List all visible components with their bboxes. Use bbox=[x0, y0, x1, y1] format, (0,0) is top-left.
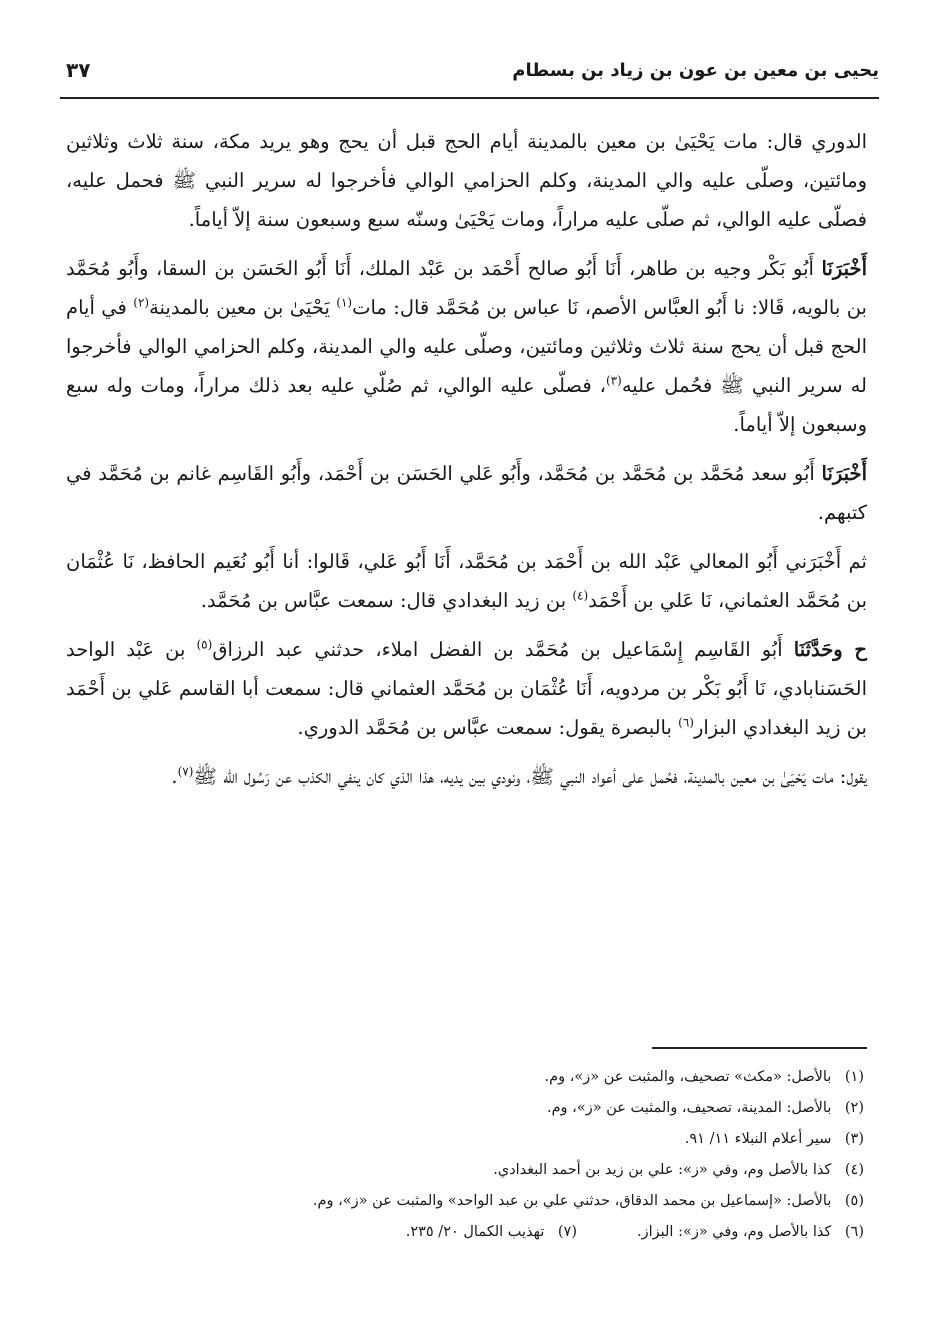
paragraph-1-text: الدوري قال: مات يَحْيَىٰ بن معين بالمدينة أيام الحج قبل أن يحج وهو يريد مكة، سنة ثلاث وثلاثين ومائتين، وصلّى عليه والي المدينة، وكلم الحزامي الوالي فأخرجوا له سرير النبي ﷺ فحمل عليه، فصلّى عليه الوالي، ثم صلّى عليه مراراً، ومات يَحْيَىٰ وسنّه سبع وسبعون سنة إلاّ أياماً. bbox=[66, 130, 867, 231]
footnote-6-7-row bbox=[66, 1217, 864, 1248]
footnote-3 bbox=[66, 1124, 864, 1155]
footnote-number: (٥) bbox=[844, 1193, 864, 1209]
footnote-number: (٣) bbox=[844, 1131, 864, 1147]
paragraph-1 bbox=[66, 122, 867, 239]
footnote-4 bbox=[66, 1155, 864, 1186]
paragraph-4-text-a: ثم أَخْبَرَني أَبُو المعالي عَبْد الله بن أَحْمَد بن مُحَمَّد، أَنَا أَبُو عَلي، قَالوا: أنا أَبُو نُعَيم الحافظ، نَا عُثْمَان بن مُحَمَّد العثماني، نَا عَلي بن أَحْمَد bbox=[66, 550, 867, 612]
paragraph-3 bbox=[66, 454, 867, 532]
paragraph-5-text-b: بن عَبْد الواحد الحَسَنابادي، نَا أَبُو بَكْر بن مردويه، أَنَا عُثْمَان بن مُحَمَّد العثماني قال: سمعت أبا القاسم عَلي بن أَحْمَد بن زيد البغدادي البزار bbox=[66, 638, 867, 739]
footnote-ref-7[interactable]: (٧) bbox=[177, 764, 194, 779]
paragraph-5-lead: ح وحَدَّثَنَا bbox=[793, 638, 868, 661]
footnote-ref-4[interactable]: (٤) bbox=[572, 588, 589, 603]
paragraph-4-text-b: بن زيد البغدادي قال: سمعت عبَّاس بن مُحَمَّد. bbox=[200, 589, 573, 612]
footnote-text: سير أعلام النبلاء ١١/ ٩١. bbox=[684, 1131, 832, 1147]
paragraph-2-lead: أَخْبَرَنَا bbox=[821, 257, 867, 280]
footnote-number: (٧) bbox=[557, 1224, 577, 1240]
footnote-ref-3[interactable]: (٣) bbox=[605, 373, 622, 388]
footnotes bbox=[66, 1062, 864, 1248]
paragraph-4 bbox=[66, 542, 867, 620]
paragraph-6-text-a: يقول: مات يَحْيَىٰ بن معين بالمدينة، فحُمل على أعواد النبي ﷺ، ونودي بين يديه، هذا الذي كان ينفي الكذب عن رَسُول الله ﷺ bbox=[193, 765, 867, 788]
header-rule bbox=[60, 97, 879, 99]
footnote-text: تهذيب الكمال ٢٠/ ٢٣٥. bbox=[405, 1224, 545, 1240]
paragraph-2-text-c: في أيام الحج قبل أن يحج سنة ثلاث وثلاثين ومائتين، وصلّى عليه والي المدينة، وكلم الحزامي الوالي فأخرجوا له سرير النبي ﷺ فحُمل عليه bbox=[66, 296, 867, 397]
footnote-rule bbox=[652, 1047, 867, 1049]
footnote-7 bbox=[406, 1217, 577, 1248]
footnote-number: (٤) bbox=[844, 1162, 864, 1178]
footnote-number: (٢) bbox=[844, 1100, 864, 1116]
footnote-2 bbox=[66, 1093, 864, 1124]
paragraph-5-text-c: بالبصرة يقول: سمعت عبَّاس بن مُحَمَّد الدوري. bbox=[297, 716, 679, 739]
paragraph-3-text: أَبُو سعد مُحَمَّد بن مُحَمَّد بن مُحَمَّد، وأَبُو عَلي الحَسَن بن أَحْمَد، وأَبُو القَاسِم غانم بن مُحَمَّد في كتبهم. bbox=[66, 462, 867, 524]
paragraph-3-lead: أَخْبَرَنَا bbox=[821, 462, 868, 485]
page-header bbox=[60, 52, 879, 92]
footnote-text: بالأصل: المدينة، تصحيف، والمثبت عن «ز»، وم. bbox=[546, 1100, 832, 1116]
running-title: يحيى بن معين بن عون بن زياد بن بسطام bbox=[512, 60, 879, 81]
footnote-text: بالأصل: «مكث» تصحيف، والمثبت عن «ز»، وم. bbox=[544, 1069, 832, 1085]
footnote-number: (٦) bbox=[844, 1224, 864, 1240]
footnote-text: كذا بالأصل وم، وفي «ز»: علي بن زيد بن أحمد البغدادي. bbox=[493, 1162, 832, 1178]
paragraph-2-text-a: أَبُو بَكْر وجيه بن طاهر، أَنَا أَبُو صالح أَحْمَد بن عَبْد الملك، أَنَا أَبُو الحَسَن بن السقا، وأَبُو مُحَمَّد بن بالويه، قَالا: نا أَبُو العبَّاس الأصم، نَا عباس بن مُحَمَّد قال: مات bbox=[66, 257, 867, 319]
page-number: ٣٧ bbox=[66, 58, 91, 82]
paragraph-2-text-b: يَحْيَىٰ بن معين بالمدينة bbox=[149, 296, 337, 319]
footnote-1 bbox=[66, 1062, 864, 1093]
paragraph-2 bbox=[66, 249, 867, 444]
paragraph-5-text-a: أَبُو القَاسِم إِسْمَاعيل بن مُحَمَّد بن الفضل املاء، حدثني عبد الرزاق bbox=[212, 638, 794, 661]
footnote-5 bbox=[66, 1186, 864, 1217]
footnote-ref-1[interactable]: (١) bbox=[336, 295, 353, 310]
main-text bbox=[66, 122, 867, 806]
paragraph-6-text-b: . bbox=[171, 765, 178, 788]
paragraph-5 bbox=[66, 630, 867, 747]
footnote-text: بالأصل: «إسماعيل بن محمد الدقاق، حدثني علي بن عبد الواحد» والمثبت عن «ز»، وم. bbox=[312, 1193, 832, 1209]
footnote-ref-6[interactable]: (٦) bbox=[678, 715, 694, 730]
footnote-text: كذا بالأصل وم، وفي «ز»: البزاز. bbox=[637, 1224, 832, 1240]
paragraph-6 bbox=[66, 757, 867, 796]
footnote-6 bbox=[637, 1217, 864, 1248]
footnote-number: (١) bbox=[844, 1069, 864, 1085]
paragraph-2-text-d: ، فصلّى عليه الوالي، ثم صُلّي عليه بعد ذلك مراراً، ومات وله سبع وسبعون إلاّ أياماً. bbox=[66, 374, 867, 436]
footnote-ref-5[interactable]: (٥) bbox=[196, 637, 213, 652]
footnote-ref-2[interactable]: (٢) bbox=[133, 295, 150, 310]
